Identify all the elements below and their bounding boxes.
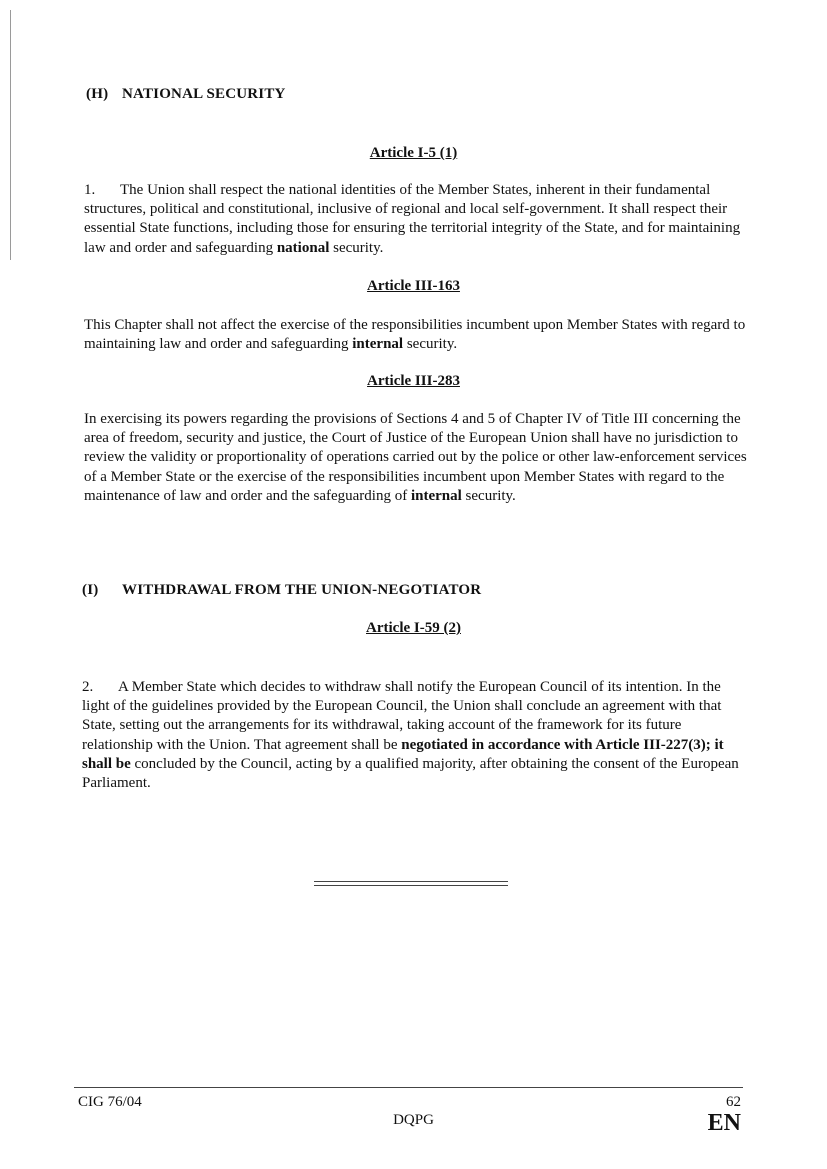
paragraph-number: 2. xyxy=(82,679,94,695)
section-heading-i xyxy=(82,582,481,599)
emphasis-text: national xyxy=(276,239,330,256)
article-title-iii-283: Article III-283 xyxy=(367,373,460,389)
article-title-i-5: Article I-5 (1) xyxy=(369,145,458,161)
footer-page-number: 62 xyxy=(726,1094,741,1110)
article-i-5-paragraph xyxy=(84,181,750,258)
section-title: NATIONAL SECURITY xyxy=(122,86,286,102)
emphasis-text: internal xyxy=(410,487,462,504)
emphasis-text: negotiated in accordance with Article III-227(3); it shall be xyxy=(82,736,724,772)
end-separator-line xyxy=(314,881,508,886)
paragraph-text: A Member State which decides to withdraw shall notify the European Council of its intention. In the light of the guidelines provided by the European Council, the Union shall conclude an agreement with that State, setting out the arrangements for its withdrawal, taking account of the framework for its future relationship with the Union. That agreement shall be xyxy=(82,679,722,753)
article-i-59-paragraph xyxy=(82,678,750,793)
section-number: (H) xyxy=(86,86,109,102)
article-title-i-59: Article I-59 (2) xyxy=(366,620,461,636)
paragraph-text: security. xyxy=(329,239,384,256)
footer-directorate: DQPG xyxy=(393,1112,434,1128)
article-iii-163-paragraph xyxy=(84,316,750,354)
emphasis-text: internal xyxy=(352,336,404,353)
paragraph-text: This Chapter shall not affect the exercise of the responsibilities incumbent upon Member States with regard to maintaining law and order and safeguarding xyxy=(84,317,746,353)
paragraph-text: concluded by the Council, acting by a qualified majority, after obtaining the consent of the European Parliament. xyxy=(82,755,739,792)
binding-margin-line xyxy=(10,10,11,260)
footer-language-code: EN xyxy=(707,1110,741,1136)
section-title: WITHDRAWAL FROM THE UNION-NEGOTIATOR xyxy=(122,582,482,598)
paragraph-number: 1. xyxy=(84,182,96,198)
article-title-iii-163: Article III-163 xyxy=(367,278,460,294)
paragraph-text: The Union shall respect the national identities of the Member States, inherent in their fundamental structures, political and constitutional, inclusive of regional and local self-government. It shall respect their essential State functions, including those for ensuring the territorial integrity of the State, and for maintaining law and order and safeguarding xyxy=(84,182,741,256)
footer-rule xyxy=(74,1087,743,1088)
paragraph-text: security. xyxy=(403,336,458,353)
section-heading-h xyxy=(86,86,286,103)
section-number: (I) xyxy=(82,582,99,598)
article-iii-283-paragraph xyxy=(84,410,750,506)
paragraph-text: security. xyxy=(461,487,516,504)
footer-document-reference: CIG 76/04 xyxy=(78,1094,142,1110)
paragraph-text: In exercising its powers regarding the provisions of Sections 4 and 5 of Chapter IV of Title III concerning the area of freedom, security and justice, the Court of Justice of the European Union shall have no jurisdiction to review the validity or proportionality of operations carried out by the police or other law-enforcement services of a Member State or the exercise of the responsibilities incumbent upon Member States with regard to the maintenance of law and order and the safeguarding of xyxy=(84,411,747,504)
